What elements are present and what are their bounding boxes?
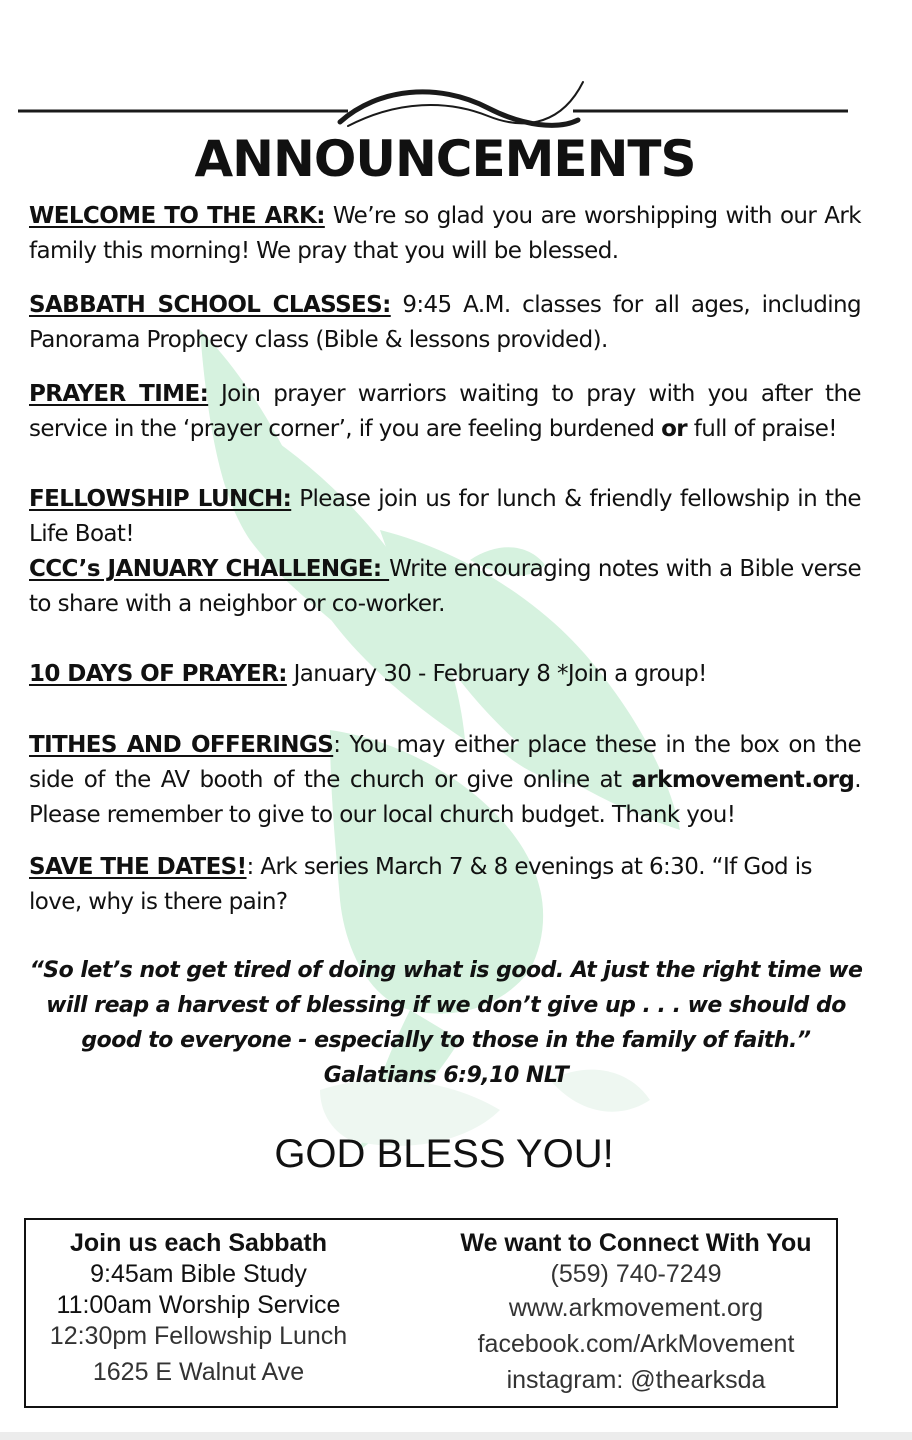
announcement-label: CCC’s JANUARY CHALLENGE: [29, 556, 390, 582]
schedule-item: 12:30pm Fellowship Lunch [49, 1322, 348, 1350]
contact-heading: We want to Connect With You [460, 1229, 812, 1257]
website-link[interactable]: www.arkmovement.org [508, 1294, 764, 1322]
facebook-link[interactable]: facebook.com/ArkMovement [477, 1330, 795, 1358]
page-title: ANNOUNCEMENTS [194, 130, 696, 188]
verse-reference: Galatians 6:9,10 NLT [323, 1063, 569, 1088]
verse-line: good to everyone - especially to those in the family of faith.” [81, 1028, 811, 1053]
announcement-text: : You may either place these in the box on the side of the AV booth of the church or give online at [29, 732, 861, 793]
announcement-label: PRAYER TIME: [29, 381, 209, 407]
schedule-item: 11:00am Worship Service [56, 1291, 341, 1319]
info-box [24, 1218, 838, 1408]
announcement-label: FELLOWSHIP LUNCH: [29, 486, 292, 512]
announcement-text: Please join us for lunch & friendly fellowship in the Life Boat! [29, 486, 861, 547]
announcement-tithes [29, 728, 861, 850]
announcement-text: We’re so glad you are worshipping with our Ark family this morning! We pray that you will be blessed. [29, 203, 862, 264]
announcement-label: WELCOME TO THE ARK: [29, 203, 325, 229]
announcement-welcome [29, 199, 861, 288]
address: 1625 E Walnut Ave [92, 1358, 305, 1386]
announcement-fellowship-lunch [29, 482, 861, 552]
announcement-text: January 30 - February 8 *Join a group! [286, 661, 707, 687]
announcement-label: TITHES AND OFFERINGS [29, 732, 334, 758]
swoosh-divider-icon [18, 78, 848, 134]
phone-number[interactable]: (559) 740-7249 [550, 1260, 722, 1288]
verse-line: will reap a harvest of blessing if we don’t give up . . . we should do [46, 993, 846, 1018]
announcement-text: Join prayer warriors waiting to pray with you after the service in the ‘prayer corner’, if you are feeling burdened [29, 381, 861, 442]
sabbath-schedule [26, 1228, 371, 1392]
scripture-quote [20, 953, 872, 1093]
announcement-text-after: full of praise! [687, 416, 837, 442]
instagram-handle[interactable]: instagram: @thearksda [506, 1366, 766, 1394]
announcements-list [29, 199, 861, 920]
announcement-prayer-time [29, 377, 861, 482]
announcement-text: 9:45 A.M. classes for all ages, including Panorama Prophecy class (Bible & lessons provided). [29, 292, 861, 353]
closing-blessing: GOD BLESS YOU! [274, 1132, 614, 1176]
page-bottom-edge [0, 1432, 912, 1440]
announcement-text: : Ark series March 7 & 8 evenings at 6:30. “If God is love, why is there pain? [29, 854, 812, 915]
announcement-days-of-prayer [29, 657, 861, 728]
schedule-heading: Join us each Sabbath [69, 1229, 327, 1257]
announcement-label: 10 DAYS OF PRAYER: [29, 661, 287, 687]
announcement-emphasis: or [661, 416, 688, 442]
verse-line: “So let’s not get tired of doing what is good. At just the right time we [29, 958, 863, 983]
announcement-save-the-dates [29, 850, 861, 920]
announcement-sabbath-school [29, 288, 861, 377]
announcement-january-challenge [29, 552, 861, 657]
website-link[interactable]: arkmovement.org [631, 767, 855, 793]
announcement-text: Write encouraging notes with a Bible verse to share with a neighbor or co-worker. [29, 556, 861, 617]
announcement-label: SABBATH SCHOOL CLASSES: [29, 292, 391, 318]
announcement-text-after: . Please remember to give to our local church budget. Thank you! [29, 767, 861, 828]
schedule-item: 9:45am Bible Study [90, 1260, 307, 1288]
contact-info [446, 1228, 826, 1398]
announcement-label: SAVE THE DATES! [29, 854, 247, 880]
